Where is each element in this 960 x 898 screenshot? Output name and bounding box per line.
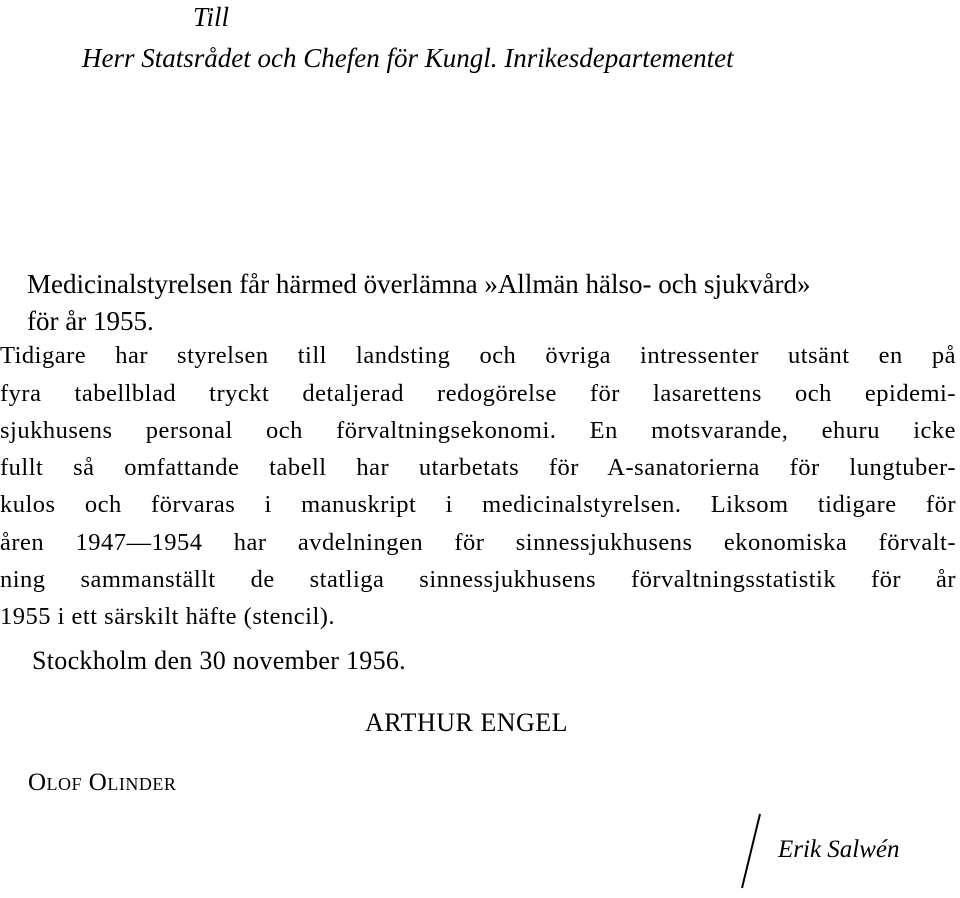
signature-olof-olinder: Olof Olinder — [28, 769, 177, 796]
body-line: ning sammanställt de statliga sinnessjukhusens förvaltningsstatistik för år — [0, 566, 956, 593]
body-line: Tidigare har styrelsen till landsting och övriga intressenter utsänt en på — [0, 342, 956, 369]
address-till: Till — [193, 2, 230, 32]
intro-line-1: Medicinalstyrelsen får härmed överlämna »Allmän hälso- och sjukvård» — [27, 269, 811, 299]
body-line: fullt så omfattande tabell har utarbetats för A-sanatorierna för lungtuber- — [0, 454, 956, 481]
address-recipient: Herr Statsrådet och Chefen för Kungl. Inrikesdepartementet — [82, 43, 734, 73]
date-line: Stockholm den 30 november 1956. — [32, 646, 406, 675]
body-line: kulos och förvaras i manuskript i medicinalstyrelsen. Liksom tidigare för — [0, 491, 956, 518]
body-line: 1955 i ett särskilt häfte (stencil). — [0, 603, 336, 630]
body-line: fyra tabellblad tryckt detaljerad redogörelse för lasarettens och epidemi- — [0, 380, 956, 407]
signature-slash-mark — [730, 812, 770, 890]
signature-erik-salwen: Erik Salwén — [778, 836, 900, 863]
body-line: sjukhusens personal och förvaltningsekonomi. En motsvarande, ehuru icke — [0, 417, 956, 444]
body-line: åren 1947—1954 har avdelningen för sinnessjukhusens ekonomiska förvalt- — [0, 529, 956, 556]
signature-arthur-engel: ARTHUR ENGEL — [365, 708, 569, 737]
intro-line-2: för år 1955. — [27, 306, 154, 336]
